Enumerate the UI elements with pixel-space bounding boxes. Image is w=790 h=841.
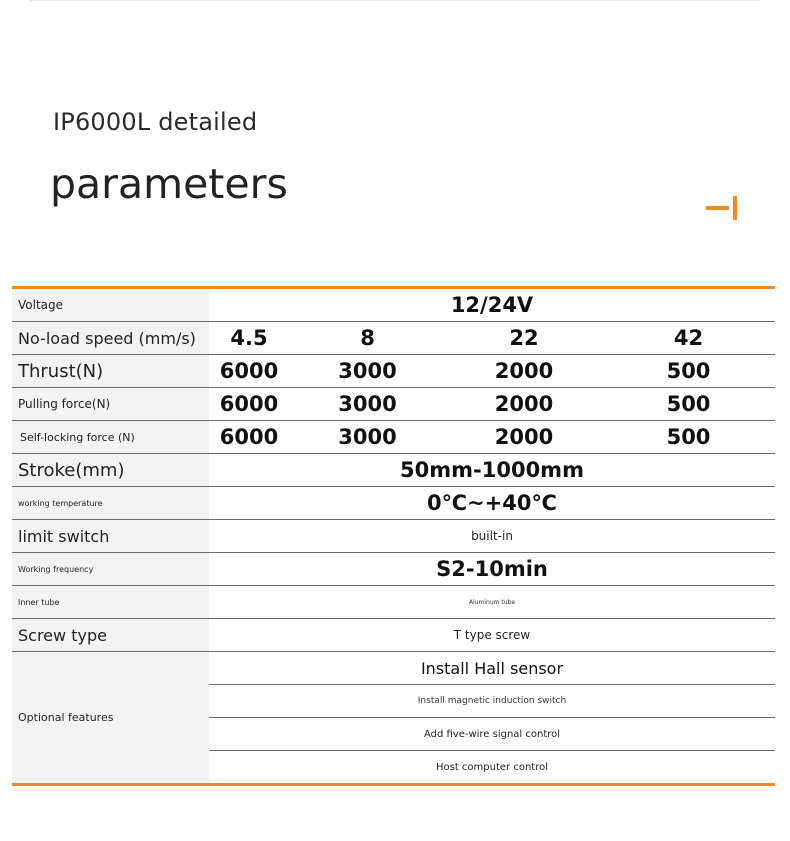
row-label-limit: limit switch <box>12 520 209 553</box>
top-divider <box>30 0 760 1</box>
table-row-optional-1 <box>12 652 775 685</box>
row-label-thrust: Thrust(N) <box>12 355 209 388</box>
value-pulling-3: 2000 <box>446 388 602 421</box>
value-selflock-3: 2000 <box>446 421 602 454</box>
value-pulling-1: 6000 <box>209 388 289 421</box>
row-label-screw: Screw type <box>12 619 209 652</box>
row-label-voltage: Voltage <box>12 288 209 322</box>
table-row-thrust <box>12 355 775 388</box>
row-label-stroke: Stroke(mm) <box>12 454 209 487</box>
row-label-optional: Optional features <box>12 652 209 785</box>
row-label-selflock: Self-locking force (N) <box>12 421 209 454</box>
table-row-voltage <box>12 288 775 322</box>
value-selflock-1: 6000 <box>209 421 289 454</box>
accent-bar-icon <box>706 196 736 220</box>
page-subtitle: IP6000L detailed <box>53 108 258 136</box>
row-label-inner-tube: Inner tube <box>12 586 209 619</box>
value-temperature: 0℃~+40℃ <box>209 487 775 520</box>
value-optional-3: Add five-wire signal control <box>209 718 775 751</box>
row-label-speed: No-load speed (mm/s) <box>12 322 209 355</box>
page-title: parameters <box>50 160 288 208</box>
value-thrust-1: 6000 <box>209 355 289 388</box>
value-limit: built-in <box>209 520 775 553</box>
value-thrust-2: 3000 <box>289 355 446 388</box>
table-row-inner-tube <box>12 586 775 619</box>
value-selflock-4: 500 <box>602 421 775 454</box>
row-label-pulling: Pulling force(N) <box>12 388 209 421</box>
table-row-temperature <box>12 487 775 520</box>
table-row-selflock <box>12 421 775 454</box>
row-label-temperature: working temperature <box>12 487 209 520</box>
value-optional-1: Install Hall sensor <box>209 652 775 685</box>
spec-table <box>12 286 775 786</box>
value-screw: T type screw <box>209 619 775 652</box>
value-selflock-2: 3000 <box>289 421 446 454</box>
row-label-frequency: Working frequency <box>12 553 209 586</box>
value-speed-1: 4.5 <box>209 322 289 355</box>
table-row-limit <box>12 520 775 553</box>
value-speed-2: 8 <box>289 322 446 355</box>
table-row-speed <box>12 322 775 355</box>
value-pulling-4: 500 <box>602 388 775 421</box>
value-speed-4: 42 <box>602 322 775 355</box>
value-thrust-3: 2000 <box>446 355 602 388</box>
table-row-screw <box>12 619 775 652</box>
value-speed-3: 22 <box>446 322 602 355</box>
table-row-frequency <box>12 553 775 586</box>
value-inner-tube: Aluminum tube <box>209 586 775 619</box>
value-optional-4: Host computer control <box>435 761 549 773</box>
value-thrust-4: 500 <box>602 355 775 388</box>
table-row-pulling <box>12 388 775 421</box>
value-optional-2: Install magnetic induction switch <box>209 685 775 718</box>
value-frequency: S2-10min <box>209 553 775 586</box>
value-pulling-2: 3000 <box>289 388 446 421</box>
value-voltage: 12/24V <box>209 288 775 322</box>
table-row-stroke <box>12 454 775 487</box>
value-stroke: 50mm-1000mm <box>209 454 775 487</box>
